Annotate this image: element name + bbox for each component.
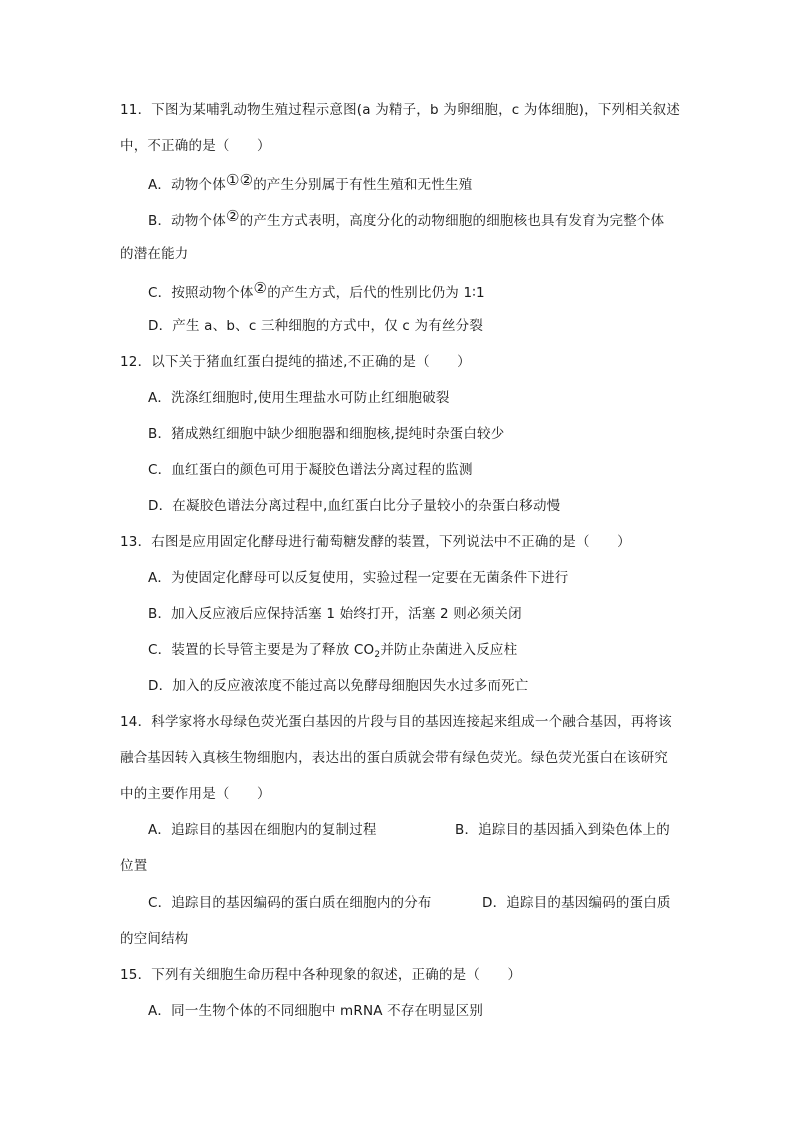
question-13-option-b: B．加入反应液后应保持活塞 1 始终打开，活塞 2 则必须关闭 — [148, 606, 522, 622]
question-11-option-b-continuation: 的潜在能力 — [120, 246, 189, 262]
question-13-option-a: A．为使固定化酵母可以反复使用，实验过程一定要在无菌条件下进行 — [148, 570, 569, 586]
circled-number-2: ② — [225, 207, 240, 225]
question-14-stem-line1: 14．科学家将水母绿色荧光蛋白基因的片段与目的基因连接起来组成一个融合基因，再将该 — [120, 714, 672, 730]
option-c-prefix: C．装置的长导管主要是为了释放 CO — [148, 642, 375, 658]
question-14-option-b-continuation: 位置 — [120, 858, 148, 874]
option-b-prefix: B．动物个体 — [148, 213, 226, 229]
circled-number-2: ② — [253, 279, 268, 297]
question-14-option-d: D．追踪目的基因编码的蛋白质 — [482, 895, 671, 911]
question-11-stem-line2: 中，不正确的是（ ） — [120, 138, 271, 154]
question-12-option-a: A．洗涤红细胞时,使用生理盐水可防止红细胞破裂 — [148, 390, 450, 406]
question-13-option-d: D．加入的反应液浓度不能过高以免酵母细胞因失水过多而死亡 — [148, 678, 529, 694]
option-c-prefix: C．按照动物个体 — [148, 285, 254, 301]
question-12-option-c: C．血红蛋白的颜色可用于凝胶色谱法分离过程的监测 — [148, 462, 473, 478]
question-14-stem-line2: 融合基因转入真核生物细胞内，表达出的蛋白质就会带有绿色荧光。绿色荧光蛋白在该研究 — [120, 750, 668, 766]
question-12-stem: 12．以下关于猪血红蛋白提纯的描述,不正确的是（ ） — [120, 354, 471, 370]
question-14-option-c: C．追踪目的基因编码的蛋白质在细胞内的分布 — [148, 895, 432, 911]
option-b-text: 的产生方式表明，高度分化的动物细胞的细胞核也具有发育为完整个体 — [239, 213, 665, 229]
question-14-option-a: A．追踪目的基因在细胞内的复制过程 — [148, 822, 377, 838]
question-14-stem-line3: 中的主要作用是（ ） — [120, 786, 271, 802]
question-13-option-c — [148, 641, 517, 664]
subscript-2: 2 — [374, 650, 381, 660]
circled-numbers-1-2: ①② — [225, 171, 254, 189]
question-15-stem: 15．下列有关细胞生命历程中各种现象的叙述，正确的是（ ） — [120, 967, 522, 983]
question-13-stem: 13．右图是应用固定化酵母进行葡萄糖发酵的装置，下列说法中不正确的是（ ） — [120, 534, 631, 550]
question-11-option-b — [148, 209, 664, 230]
question-11-option-a — [148, 173, 472, 194]
option-c-text: 并防止杂菌进入反应柱 — [380, 642, 518, 658]
question-12-option-b: B．猪成熟红细胞中缺少细胞器和细胞核,提纯时杂蛋白较少 — [148, 426, 505, 442]
question-14-option-b: B．追踪目的基因插入到染色体上的 — [455, 822, 670, 838]
question-12-option-d: D．在凝胶色谱法分离过程中,血红蛋白比分子量较小的杂蛋白移动慢 — [148, 498, 561, 514]
option-a-prefix: A．动物个体 — [148, 177, 226, 193]
option-c-text: 的产生方式，后代的性别比仍为 1∶1 — [267, 285, 485, 301]
option-a-text: 的产生分别属于有性生殖和无性生殖 — [253, 177, 473, 193]
question-11-option-c — [148, 281, 485, 302]
question-15-option-a: A．同一生物个体的不同细胞中 mRNA 不存在明显区别 — [148, 1003, 484, 1019]
question-14-option-d-continuation: 的空间结构 — [120, 931, 189, 947]
question-11-stem-line1: 11．下图为某哺乳动物生殖过程示意图(a 为精子，b 为卵细胞，c 为体细胞)，下列相关叙述 — [120, 102, 681, 118]
question-11-option-d: D．产生 a、b、c 三种细胞的方式中，仅 c 为有丝分裂 — [148, 318, 484, 334]
